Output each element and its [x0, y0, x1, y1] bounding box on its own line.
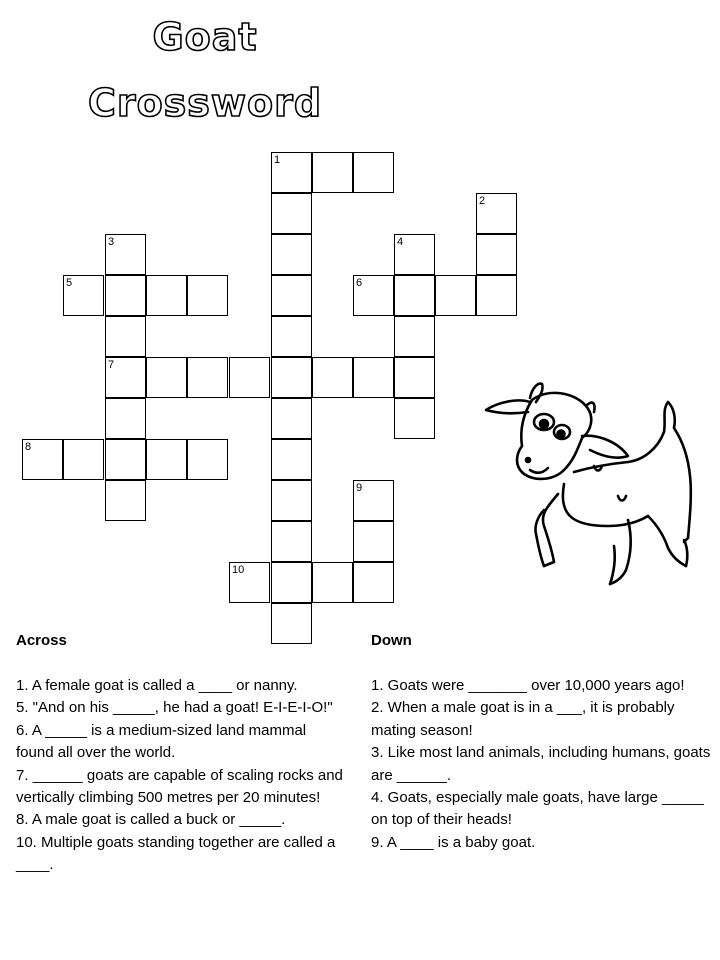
- across-clue-5: 5. "And on his _____, he had a goat! E-I-E-I-O!": [16, 699, 333, 717]
- grid-cell[interactable]: [271, 603, 312, 644]
- grid-cell[interactable]: [187, 275, 228, 316]
- clue-number: 7: [108, 359, 115, 371]
- clue-number: 1: [274, 154, 281, 166]
- grid-cell[interactable]: [271, 521, 312, 562]
- clue-number: 6: [356, 277, 363, 289]
- grid-cell[interactable]: [271, 357, 312, 398]
- grid-cell[interactable]: [271, 562, 312, 603]
- grid-cell[interactable]: [476, 234, 517, 275]
- grid-cell[interactable]: [22, 439, 63, 480]
- grid-cell[interactable]: [187, 439, 228, 480]
- grid-cell[interactable]: [105, 398, 146, 439]
- down-clue-list: [371, 675, 716, 854]
- clue-number: 3: [108, 236, 115, 248]
- grid-cell[interactable]: [271, 398, 312, 439]
- grid-cell[interactable]: [394, 357, 435, 398]
- grid-cell[interactable]: [271, 234, 312, 275]
- grid-cell[interactable]: [271, 316, 312, 357]
- grid-cell[interactable]: [312, 562, 353, 603]
- grid-cell[interactable]: [353, 357, 394, 398]
- grid-cell[interactable]: [105, 480, 146, 521]
- grid-cell[interactable]: [105, 234, 146, 275]
- grid-cell[interactable]: [105, 439, 146, 480]
- clue-number: 4: [397, 236, 404, 248]
- grid-cell[interactable]: [435, 275, 476, 316]
- across-heading: Across: [16, 632, 67, 649]
- across-clue-10: 10. Multiple goats standing together are called a ____.: [16, 833, 336, 874]
- grid-cell[interactable]: [271, 275, 312, 316]
- down-heading: Down: [371, 632, 412, 649]
- grid-cell[interactable]: [105, 357, 146, 398]
- title-line-goat: Goat: [152, 15, 258, 59]
- grid-cell[interactable]: [146, 275, 187, 316]
- grid-cell[interactable]: [476, 275, 517, 316]
- clue-number: 8: [25, 441, 32, 453]
- grid-cell[interactable]: [271, 439, 312, 480]
- down-clue-3: 3. Like most land animals, including humans, goats are ______.: [371, 744, 711, 784]
- grid-cell[interactable]: [105, 316, 146, 357]
- grid-cell[interactable]: [63, 275, 104, 316]
- grid-cell[interactable]: [353, 152, 394, 193]
- grid-cell[interactable]: [271, 152, 312, 193]
- clue-number: 9: [356, 482, 363, 494]
- across-clue-list: [16, 675, 346, 877]
- grid-cell[interactable]: [353, 275, 394, 316]
- grid-cell[interactable]: [353, 562, 394, 603]
- across-clue-8: 8. A male goat is called a buck or _____.: [16, 811, 286, 829]
- down-clue-4: 4. Goats, especially male goats, have large _____ on top of their heads!: [371, 789, 704, 829]
- grid-cell[interactable]: [312, 357, 353, 398]
- goat-illustration-icon: [478, 376, 704, 590]
- across-clue-6: 6. A _____ is a medium-sized land mammal found all over the world.: [16, 721, 307, 762]
- clue-number: 5: [66, 277, 73, 289]
- grid-cell[interactable]: [229, 562, 270, 603]
- down-clue-9: 9. A ____ is a baby goat.: [371, 833, 536, 851]
- clue-number: 2: [479, 195, 486, 207]
- grid-cell[interactable]: [394, 316, 435, 357]
- grid-cell[interactable]: [353, 480, 394, 521]
- grid-cell[interactable]: [476, 193, 517, 234]
- title-line-crossword: Crossword: [87, 81, 323, 125]
- grid-cell[interactable]: [105, 275, 146, 316]
- grid-cell[interactable]: [394, 398, 435, 439]
- grid-cell[interactable]: [312, 152, 353, 193]
- clue-number: 10: [232, 564, 245, 576]
- grid-cell[interactable]: [394, 275, 435, 316]
- grid-cell[interactable]: [271, 193, 312, 234]
- grid-cell[interactable]: [63, 439, 104, 480]
- grid-cell[interactable]: [394, 234, 435, 275]
- across-clue-7: 7. ______ goats are capable of scaling rocks and vertically climbing 500 metres per 20 minutes!: [16, 766, 343, 807]
- down-clue-1: 1. Goats were _______ over 10,000 years ago!: [371, 677, 685, 694]
- down-clue-2: 2. When a male goat is in a ___, it is probably mating season!: [371, 699, 675, 739]
- grid-cell[interactable]: [353, 521, 394, 562]
- grid-cell[interactable]: [146, 439, 187, 480]
- across-clue-1: 1. A female goat is called a ____ or nanny.: [16, 677, 298, 694]
- grid-cell[interactable]: [271, 480, 312, 521]
- grid-cell[interactable]: [187, 357, 228, 398]
- grid-cell[interactable]: [146, 357, 187, 398]
- grid-cell[interactable]: [229, 357, 270, 398]
